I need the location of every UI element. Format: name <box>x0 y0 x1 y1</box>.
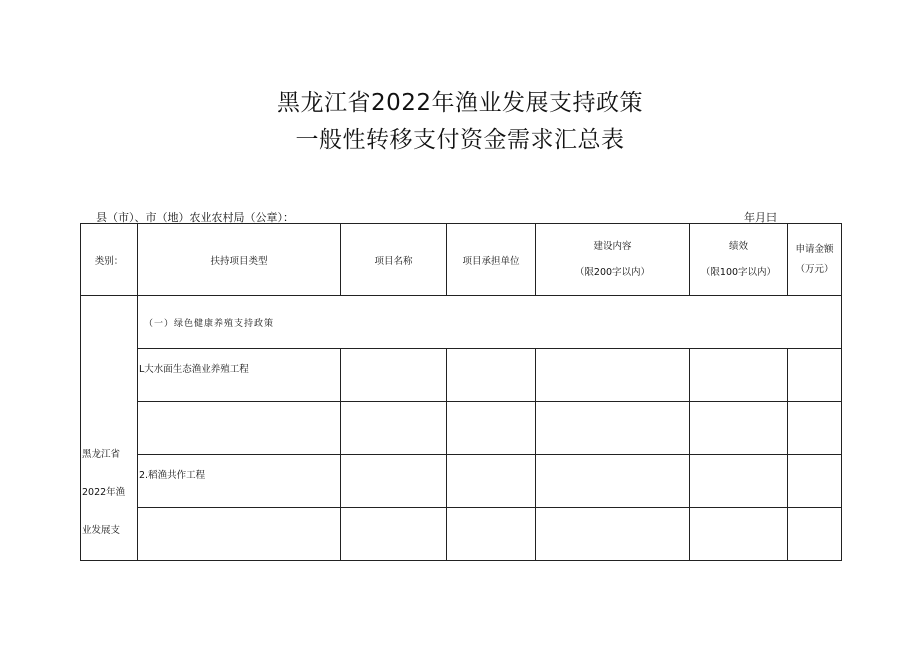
cell-amount <box>788 349 842 402</box>
cell-performance <box>690 455 788 508</box>
cell-project-name <box>341 508 447 561</box>
document-title-line-2: 一般性转移支付资金需求汇总表 <box>295 127 625 153</box>
document-title-line-1: 黑龙江省2022年渔业发展支持政策 <box>276 90 644 116</box>
cell-support-type <box>138 508 341 561</box>
cell-construction-content <box>536 455 690 508</box>
section-row <box>81 296 842 349</box>
cell-undertaking-unit <box>447 508 536 561</box>
cell-construction-content <box>536 508 690 561</box>
cell-performance <box>690 402 788 455</box>
header-support-type: 扶持项目类型 <box>138 224 341 296</box>
table-row <box>81 508 842 561</box>
cell-performance <box>690 349 788 402</box>
header-category: 类别： <box>81 224 138 296</box>
funding-summary-table <box>80 223 842 561</box>
header-undertaking-unit: 项目承担单位 <box>447 224 536 296</box>
cell-project-name <box>341 455 447 508</box>
cell-construction-content <box>536 349 690 402</box>
table-row <box>81 455 842 508</box>
section-title: （一）绿色健康养殖支持政策 <box>138 296 842 349</box>
cell-construction-content <box>536 402 690 455</box>
header-performance: 绩效 （限100字以内） <box>690 224 788 296</box>
header-amount: 申请金额 （万元） <box>788 224 842 296</box>
category-cell: 黑龙江省 2022年渔 业发展支 <box>81 296 138 561</box>
cell-undertaking-unit <box>447 455 536 508</box>
table-row <box>81 349 842 402</box>
cell-amount <box>788 455 842 508</box>
cell-project-name <box>341 402 447 455</box>
item-rice-fish: 2.稻渔共作工程 <box>138 455 341 508</box>
cell-amount <box>788 402 842 455</box>
county-stamp-line: 县（市）、市（地）农业农村局（公章）： <box>96 211 294 224</box>
header-project-name: 项目名称 <box>341 224 447 296</box>
cell-undertaking-unit <box>447 402 536 455</box>
cell-undertaking-unit <box>447 349 536 402</box>
header-construction-content: 建设内容 （限200字以内） <box>536 224 690 296</box>
header-row <box>81 224 842 296</box>
cell-project-name <box>341 349 447 402</box>
date-line: 年月曰 <box>744 211 777 224</box>
cell-support-type <box>138 402 341 455</box>
table-row <box>81 402 842 455</box>
item-lake-fishery: L大水面生态渔业养殖工程 <box>138 349 341 402</box>
cell-amount <box>788 508 842 561</box>
cell-performance <box>690 508 788 561</box>
